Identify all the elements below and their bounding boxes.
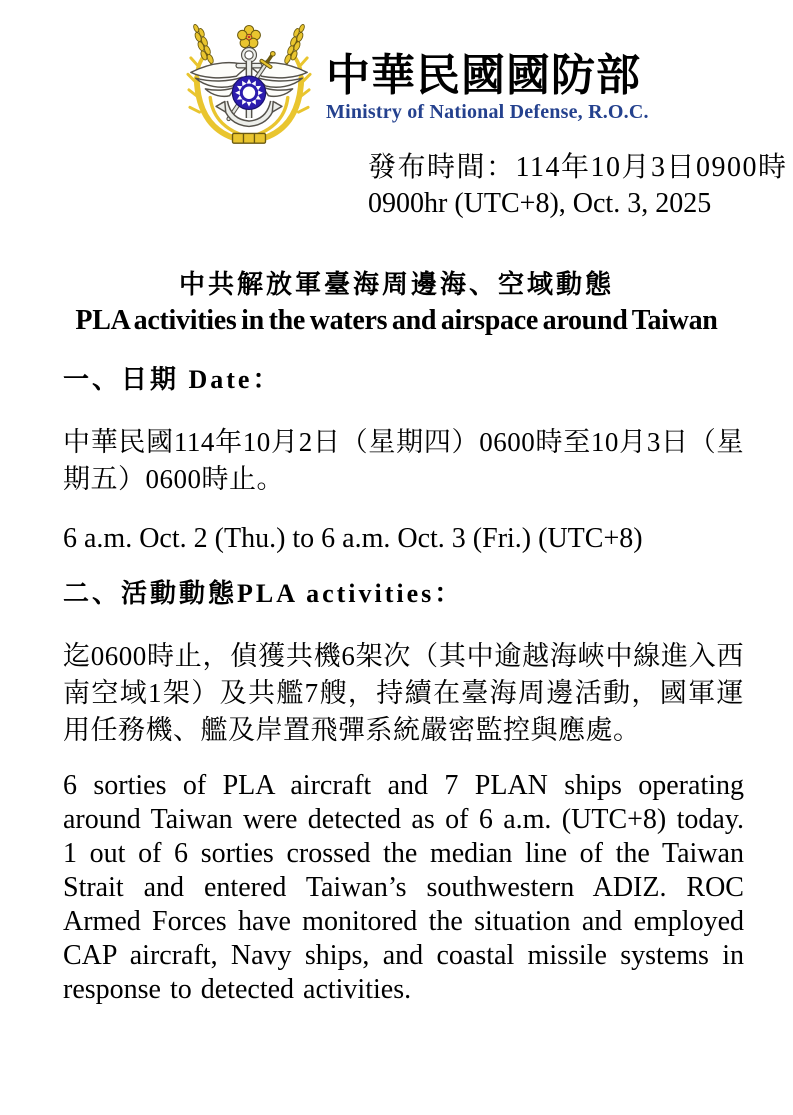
section-activities-heading: 二、活動動態PLA activities： [63, 579, 464, 608]
release-time-zh: 發布時間：114年10月3日0900時 [368, 152, 788, 183]
document-title [0, 268, 793, 338]
section-date-body-zh: 中華民國114年10月2日（星期四）0600時至10月3日（星期五）0600時止。 [63, 427, 744, 494]
org-name-block [326, 52, 649, 124]
section-date-heading: 一、日期 Date： [63, 365, 282, 394]
section-date-body-en: 6 a.m. Oct. 2 (Thu.) to 6 a.m. Oct. 3 (Fri.) (UTC+8) [63, 523, 643, 554]
masthead [186, 22, 649, 148]
document-title-zh: 中共解放軍臺海周邊海、空域動態 [178, 270, 614, 299]
section-activities-body-en: 6 sorties of PLA aircraft and 7 PLAN ships operating around Taiwan were detected as of 6 a.m. (UTC+8) today. 1 out of 6 sorties crossed the median line of the Taiwan Strait and entered Taiwan’s southwestern ADIZ. ROC Armed Forces have monitored the situation and employed CAP aircraft, Navy ships, and coastal missile systems in response to detected activities. [63, 770, 744, 1005]
document-title-en: PLA activities in the waters and airspace around Taiwan [75, 305, 718, 336]
document-body [63, 362, 744, 1007]
org-name-zh: 中華民國國防部 [326, 51, 641, 100]
mnd-emblem-icon [186, 22, 312, 148]
release-time-en: 0900hr (UTC+8), Oct. 3, 2025 [368, 188, 712, 219]
release-time-block [368, 150, 787, 222]
section-activities-body-zh: 迄0600時止，偵獲共機6架次（其中逾越海峽中線進入西南空域1架）及共艦7艘，持續在臺海周邊活動，國軍運用任務機、艦及岸置飛彈系統嚴密監控與應處。 [63, 641, 744, 745]
org-name-en: Ministry of National Defense, R.O.C. [326, 101, 649, 123]
